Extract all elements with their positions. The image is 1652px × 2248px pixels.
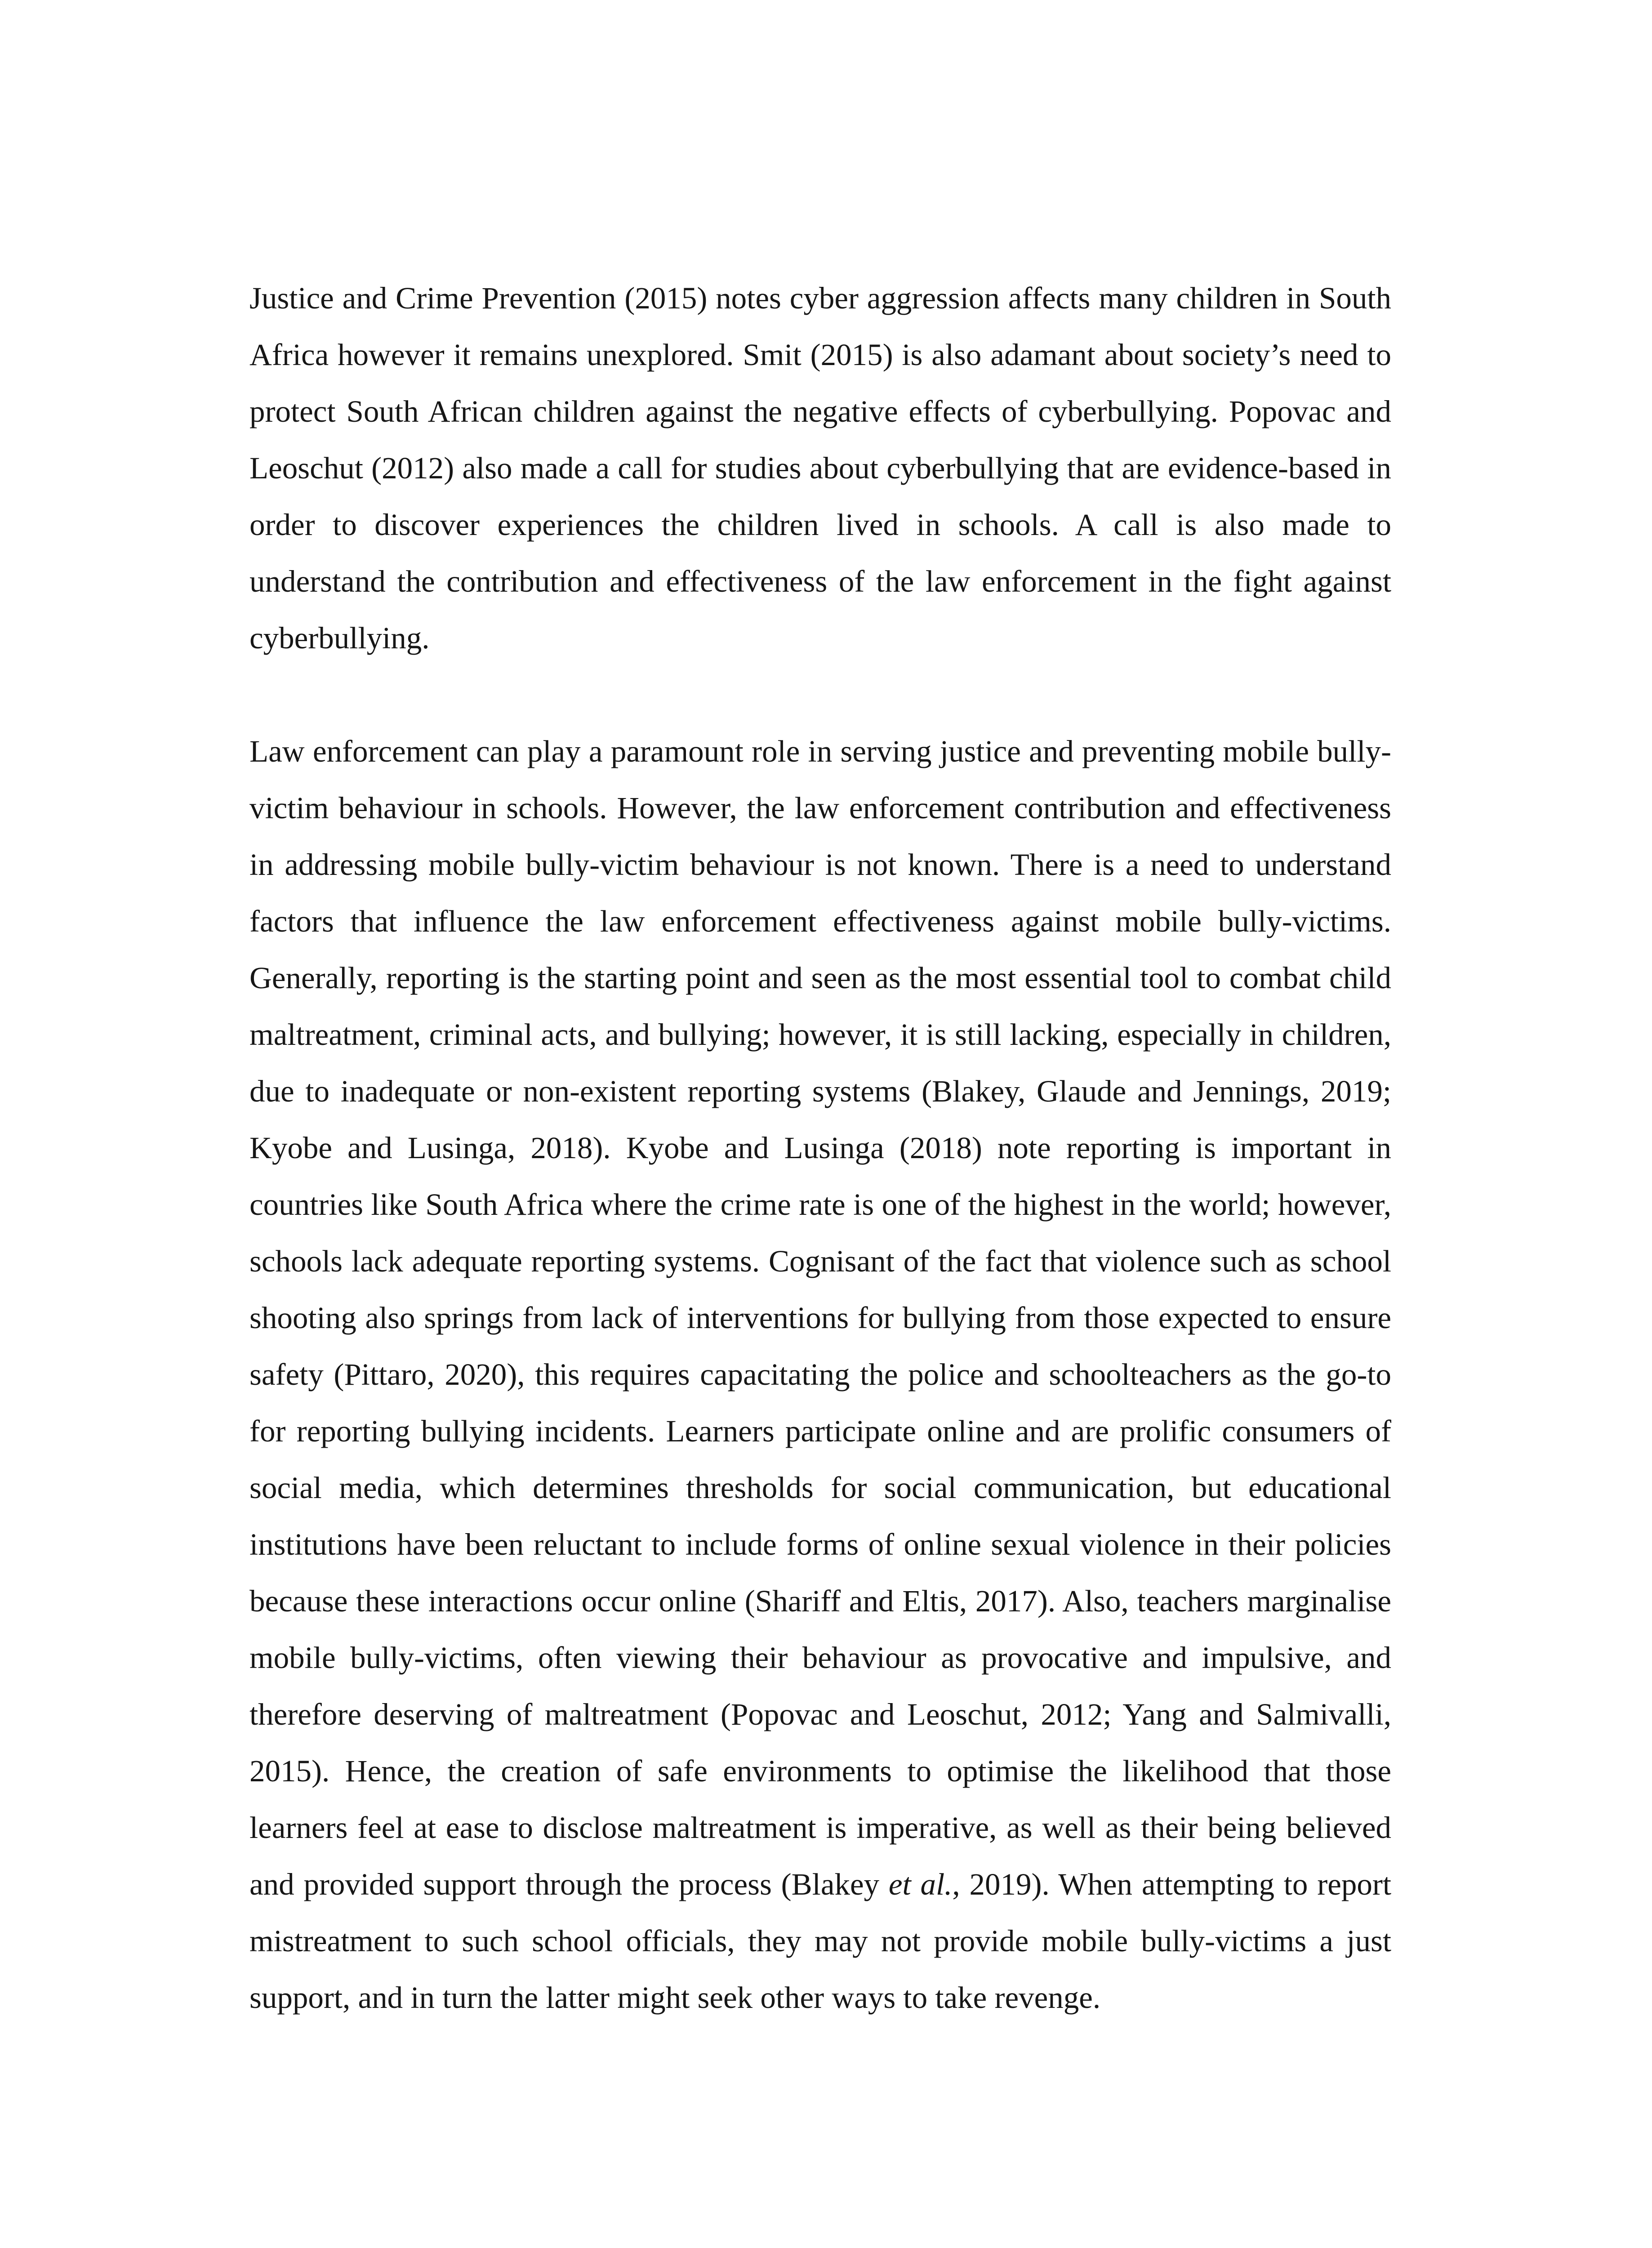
paragraph-2-text-start: Law enforcement can play a paramount role in serving justice and preventing mobile bully-victim behaviour in schools. However, the law enforcement contribution and effectiveness in addressing mobile bully-victim behaviour is not known. There is a need to understand factors that influence the law enforcement effectiveness against mobile bully-victims. Generally, reporting is the starting point and seen as the most essential tool to combat child maltreatment, criminal acts, and bullying; however, it is still lacking, especially in children, due to inadequate or non-existent reporting systems (Blakey, Glaude and Jennings, 2019; Kyobe and Lusinga, 2018). Kyobe and Lusinga (2018) note reporting is important in countries like South Africa where the crime rate is one of the highest in the world; however, schools lack adequate reporting systems. Cognisant of the fact that violence such as school shooting also springs from lack of interventions for bullying from those expected to ensure safety (Pittaro, 2020), this requires capacitating the police and schoolteachers as the go-to for reporting bullying incidents. Learners participate online and are prolific consumers of social media, which determines thresholds for social communication, but educational institutions have been reluctant to include forms of online sexual violence in their policies because these interactions occur online (Shariff and Eltis, 2017). Also, teachers marginalise mobile bully-victims, often viewing their behaviour as provocative and impulsive, and therefore deserving of maltreatment (Popovac and Leoschut, 2012; Yang and Salmivalli, 2015). Hence, the creation of safe environments to optimise the likelihood that those learners feel at ease to disclose maltreatment is imperative, as well as their being believed and provided support through the process (Blakey	[249, 734, 1391, 1901]
paragraph-2	[249, 723, 1391, 2026]
body-text	[249, 270, 1391, 2026]
citation-et-al: et al.	[888, 1867, 953, 1901]
paragraph-1: Justice and Crime Prevention (2015) notes cyber aggression affects many children in South Africa however it remains unexplored. Smit (2015) is also adamant about society’s need to protect South African children against the negative effects of cyberbullying. Popovac and Leoschut (2012) also made a call for studies about cyberbullying that are evidence-based in order to discover experiences the children lived in schools. A call is also made to understand the contribution and effectiveness of the law enforcement in the fight against cyberbullying.	[249, 281, 1391, 655]
paragraph-2-text-end: , 2019). When attempting to report mistreatment to such school officials, they may not provide mobile bully-victims a just support, and in turn the latter might seek other ways to take revenge.	[249, 1867, 1391, 2015]
